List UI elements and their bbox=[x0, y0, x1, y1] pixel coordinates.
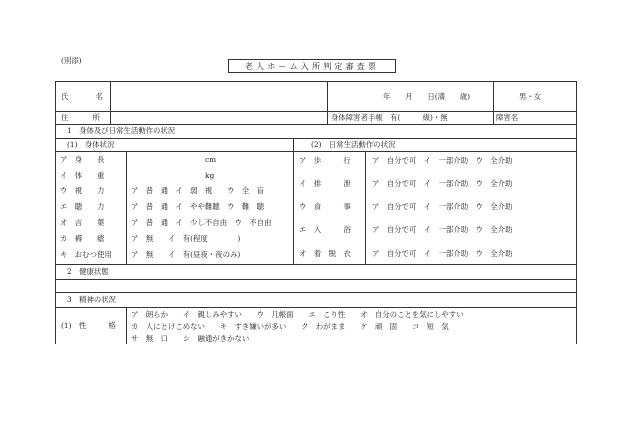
gender-field: 男・女 bbox=[519, 92, 542, 101]
adl-heading: (2) 日常生活動作の状況 bbox=[311, 140, 396, 149]
address-label: 住所 bbox=[61, 113, 124, 122]
personality-option-line: サ 無 口 シ 融通がきかない bbox=[131, 334, 250, 343]
personality-option-line: カ 人にとけこめない キ すき嫌いが多い ク わがまま ケ 頑 固 コ 短 気 bbox=[131, 322, 449, 331]
adl-row-label: イ 排 泄 bbox=[299, 179, 351, 188]
body-row-label: カ 褥 瘡 bbox=[60, 234, 105, 243]
adl-row-value: ア 自分で可 イ 一部介助 ウ 全介助 bbox=[372, 179, 513, 188]
body-row-label: ア 身 長 bbox=[60, 155, 105, 164]
adl-row-value: ア 自分で可 イ 一部介助 ウ 全介助 bbox=[372, 225, 513, 234]
section1-heading: 1 身体及び日常生活動作の状況 bbox=[67, 126, 176, 135]
section3-heading: 3 精神の状況 bbox=[67, 295, 117, 304]
adl-row-value: ア 自分で可 イ 一部介助 ウ 全介助 bbox=[372, 156, 513, 165]
adl-row-label: ウ 食 事 bbox=[299, 202, 351, 211]
name-label-char: 氏 bbox=[61, 92, 69, 101]
body-row-value: ア 無 イ 有(程度 ) bbox=[131, 234, 241, 243]
personality-option-line: ア 朗らか イ 親しみやすい ウ 几帳面 エ こり性 オ 自分のことを気にしやすい bbox=[131, 310, 464, 319]
body-row-value: ア 普 通 イ 少し不自由 ウ 不自由 bbox=[131, 218, 272, 227]
disability-name: 障害名 bbox=[496, 113, 519, 122]
body-row-value: ア 普 通 イ やや難聴 ウ 難 聴 bbox=[131, 202, 265, 211]
body-row-label: イ 体 重 bbox=[60, 171, 105, 180]
body-row-value: ア 普 通 イ 弱 視 ウ 全 盲 bbox=[131, 186, 265, 195]
physical-status-heading: (1) 身体状況 bbox=[67, 140, 115, 149]
name-label bbox=[61, 93, 103, 100]
disability-certificate: 身体障害者手帳 有( 級)・無 bbox=[331, 113, 448, 122]
personality-label: (1) 性 格 bbox=[61, 321, 116, 330]
body-row-label: オ 言 葉 bbox=[60, 218, 105, 227]
body-row-label: キ おむつ使用 bbox=[60, 250, 112, 259]
section2-heading: 2 健康状態 bbox=[67, 267, 109, 276]
body-row-label: エ 聴 力 bbox=[60, 202, 105, 211]
body-row-label: ウ 視 力 bbox=[60, 186, 105, 195]
attachment-label: (別添) bbox=[61, 56, 82, 65]
body-row-value: ア 無 イ 有(昼夜・夜のみ) bbox=[131, 250, 241, 259]
adl-row-label: ア 歩 行 bbox=[299, 156, 351, 165]
birth-date-age: 年 月 日(満 歳) bbox=[383, 92, 471, 101]
body-row-value: cm bbox=[205, 155, 217, 164]
body-row-value: kg bbox=[205, 171, 215, 180]
adl-row-label: エ 入 浴 bbox=[299, 225, 351, 234]
adl-row-value: ア 自分で可 イ 一部介助 ウ 全介助 bbox=[372, 202, 513, 211]
name-label-char: 名 bbox=[95, 92, 103, 101]
adl-row-value: ア 自分で可 イ 一部介助 ウ 全介助 bbox=[372, 249, 513, 258]
page-title: 老人ホーム入所判定審査票 bbox=[228, 59, 396, 73]
adl-row-label: オ 着 脱 衣 bbox=[299, 249, 351, 258]
